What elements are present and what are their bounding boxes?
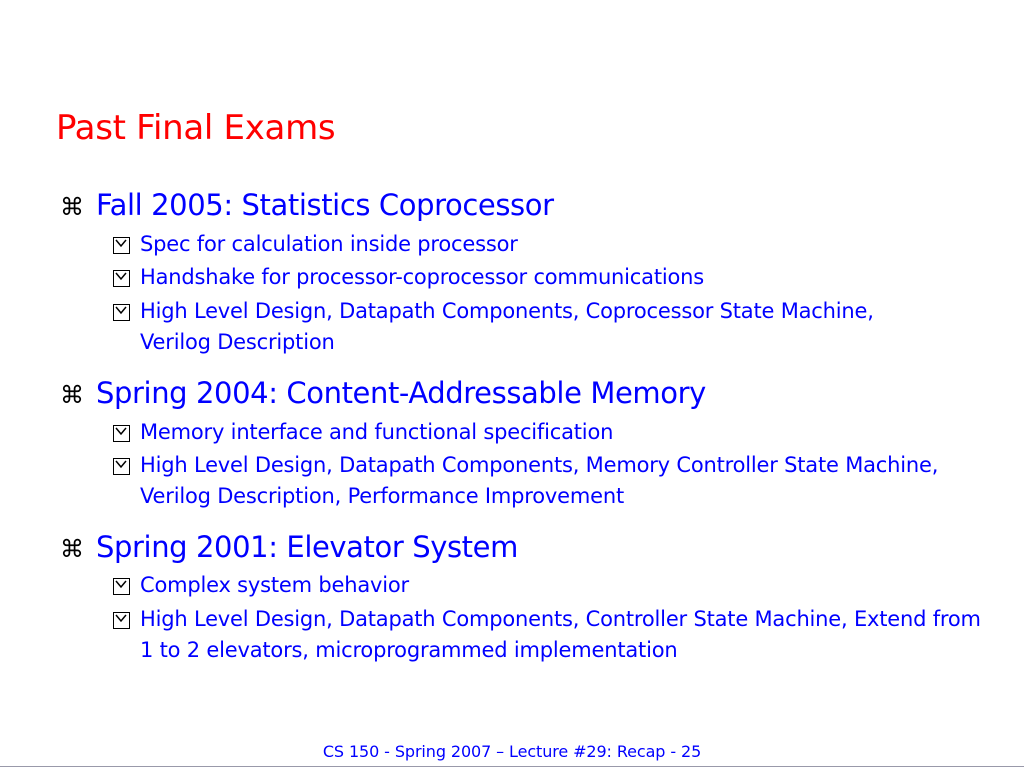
list-item-text: High Level Design, Datapath Components, Coprocessor State Machine, Verilog Description — [140, 299, 874, 354]
checked-box-icon — [113, 304, 130, 321]
command-key-icon: ⌘ — [60, 381, 84, 409]
section-heading-spring-2004 — [60, 376, 706, 412]
list-item — [113, 604, 983, 666]
slide-title: Past Final Exams — [56, 108, 336, 148]
list-item-text: High Level Design, Datapath Components, Memory Controller State Machine, Verilog Description, Performance Improvement — [140, 453, 939, 508]
list-item-text: High Level Design, Datapath Components, Controller State Machine, Extend from 1 to 2 elevators, microprogrammed implementation — [140, 607, 981, 662]
list-item — [113, 417, 993, 448]
command-key-icon: ⌘ — [60, 535, 84, 563]
checked-box-icon — [113, 458, 130, 475]
list-item — [113, 570, 993, 601]
checked-box-icon — [113, 270, 130, 287]
command-key-icon: ⌘ — [60, 193, 84, 221]
footer-divider — [0, 766, 1024, 767]
list-item — [113, 262, 993, 293]
list-item-text: Memory interface and functional specification — [140, 420, 614, 444]
slide-footer: CS 150 - Spring 2007 – Lecture #29: Recap - 25 — [322, 742, 702, 761]
list-item-text: Complex system behavior — [140, 573, 409, 597]
section-heading-spring-2001 — [60, 530, 518, 566]
list-item-text: Handshake for processor-coprocessor communications — [140, 265, 704, 289]
checked-box-icon — [113, 578, 130, 595]
section-heading-text: Fall 2005: Statistics Coprocessor — [96, 188, 554, 222]
list-item — [113, 296, 893, 358]
section-heading-text: Spring 2004: Content-Addressable Memory — [96, 376, 706, 410]
section-heading-text: Spring 2001: Elevator System — [96, 530, 518, 564]
section-heading-fall-2005 — [60, 188, 554, 224]
list-item-text: Spec for calculation inside processor — [140, 232, 518, 256]
checked-box-icon — [113, 425, 130, 442]
checked-box-icon — [113, 612, 130, 629]
list-item — [113, 229, 993, 260]
list-item — [113, 450, 973, 512]
checked-box-icon — [113, 237, 130, 254]
